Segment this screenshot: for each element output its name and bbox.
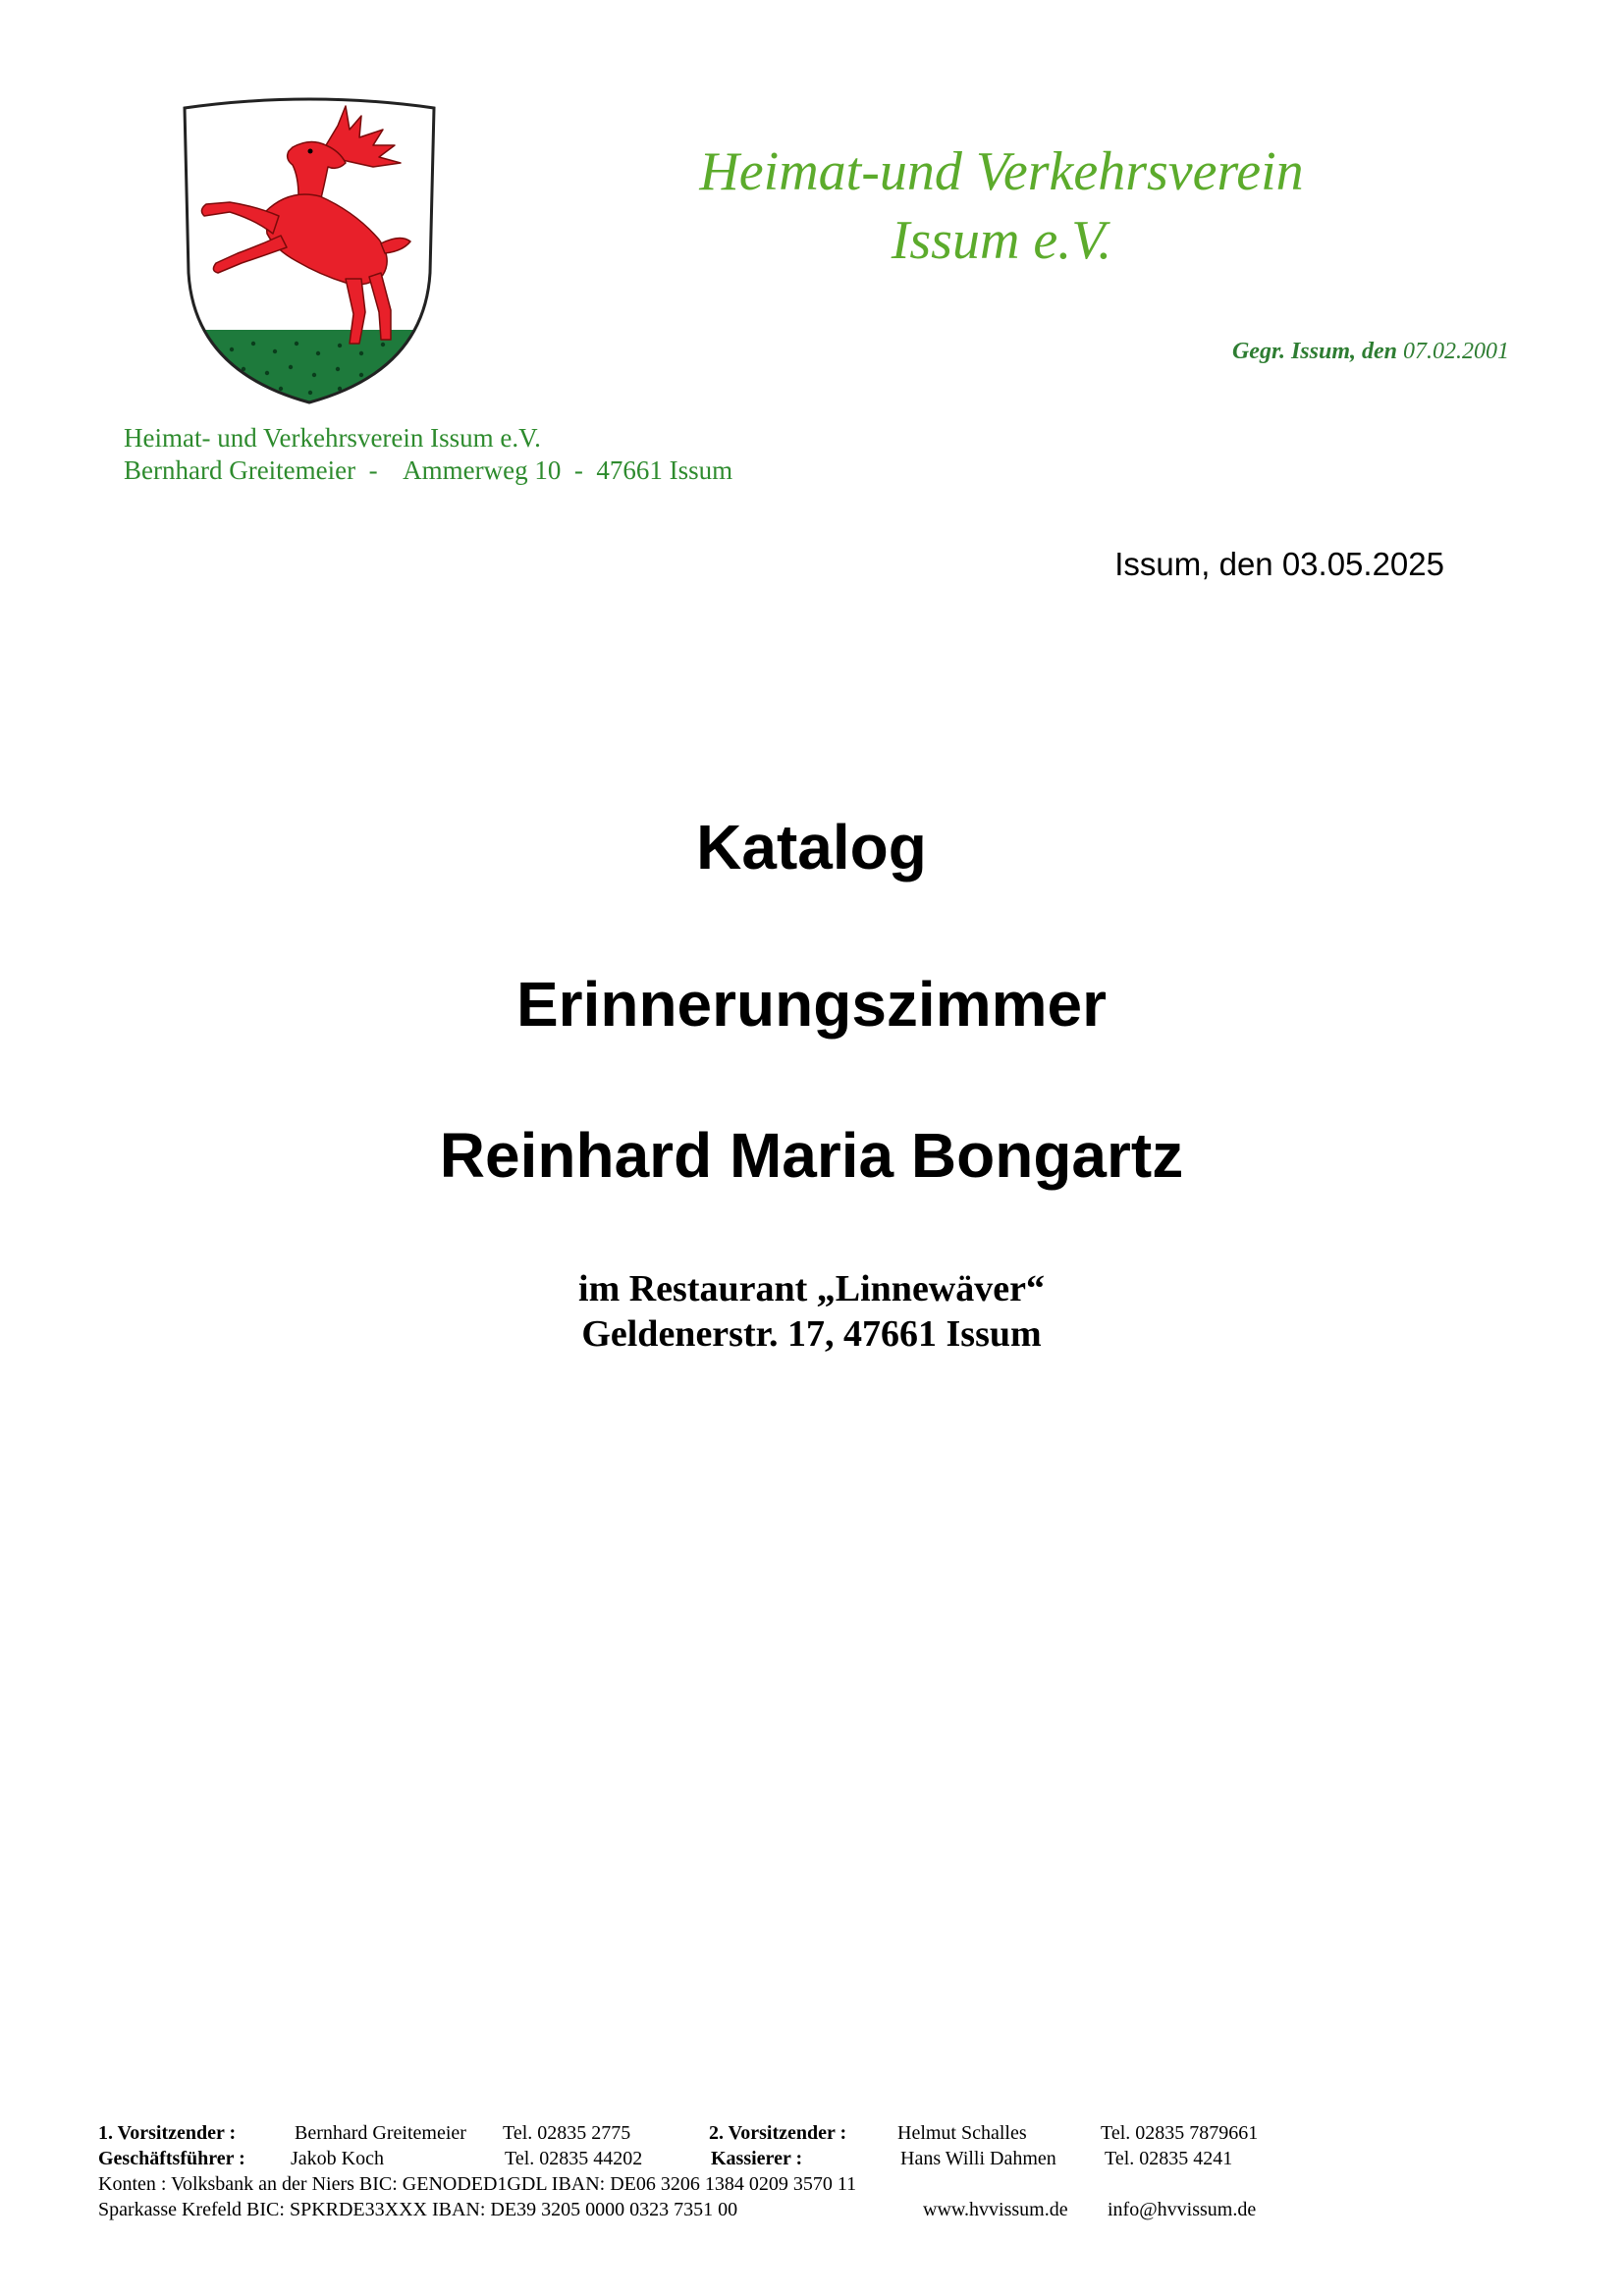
website-link[interactable]: www.hvvissum.de bbox=[923, 2199, 1068, 2220]
treasurer-phone: Tel. 02835 4241 bbox=[1105, 2148, 1233, 2169]
treasurer-name: Hans Willi Dahmen bbox=[900, 2148, 1056, 2169]
treasurer-label: Kassierer : bbox=[711, 2148, 803, 2169]
document-subtitle: Erinnerungszimmer bbox=[515, 969, 1108, 1040]
document-title: Katalog bbox=[696, 812, 927, 882]
footer-row-accounts bbox=[98, 2171, 1355, 2197]
email-link[interactable]: info@hvvissum.de bbox=[1108, 2199, 1257, 2220]
sender-line1: Heimat- und Verkehrsverein Issum e.V. bbox=[124, 423, 541, 453]
founded-date-line bbox=[1232, 339, 1509, 365]
sender-address bbox=[124, 422, 732, 487]
chair2-phone: Tel. 02835 7879661 bbox=[1101, 2122, 1259, 2144]
chair2-label: 2. Vorsitzender : bbox=[709, 2122, 847, 2144]
footer-row-manager bbox=[98, 2146, 1355, 2171]
location-line2: Geldenerstr. 17, 47661 Issum bbox=[581, 1313, 1042, 1355]
org-title bbox=[648, 137, 1355, 275]
bank2-line: Sparkasse Krefeld BIC: SPKRDE33XXX IBAN: DE39 3205 0000 0323 7351 00 bbox=[98, 2199, 738, 2220]
founded-label: Gegr. Issum, den bbox=[1231, 339, 1397, 364]
place-date: Issum, den 03.05.2025 bbox=[1114, 546, 1444, 582]
founded-date: 07.02.2001 bbox=[1403, 339, 1509, 364]
org-title-line2: Issum e.V. bbox=[891, 210, 1112, 271]
chair1-label: 1. Vorsitzender : bbox=[98, 2122, 237, 2144]
accounts-line: Konten : Volksbank an der Niers BIC: GENODED1GDL IBAN: DE06 3206 1384 0209 3570 11 bbox=[98, 2173, 857, 2195]
footer-row-bank2 bbox=[98, 2197, 1355, 2222]
footer-row-chairs bbox=[98, 2120, 1355, 2146]
coat-of-arms-logo bbox=[173, 86, 446, 410]
manager-name: Jakob Koch bbox=[291, 2148, 384, 2169]
sender-line2: Bernhard Greitemeier - Ammerweg 10 - 47661 Issum bbox=[124, 455, 733, 485]
manager-phone: Tel. 02835 44202 bbox=[505, 2148, 643, 2169]
chair2-name: Helmut Schalles bbox=[897, 2122, 1027, 2144]
chair1-name: Bernhard Greitemeier bbox=[295, 2122, 466, 2144]
letterhead-footer bbox=[98, 2120, 1355, 2222]
manager-label: Geschäftsführer : bbox=[98, 2148, 245, 2169]
chair1-phone: Tel. 02835 2775 bbox=[503, 2122, 631, 2144]
org-title-line1: Heimat-und Verkehrsverein bbox=[699, 141, 1304, 202]
person-name: Reinhard Maria Bongartz bbox=[439, 1120, 1184, 1191]
location-line1: im Restaurant „Linnewäver“ bbox=[578, 1268, 1045, 1309]
